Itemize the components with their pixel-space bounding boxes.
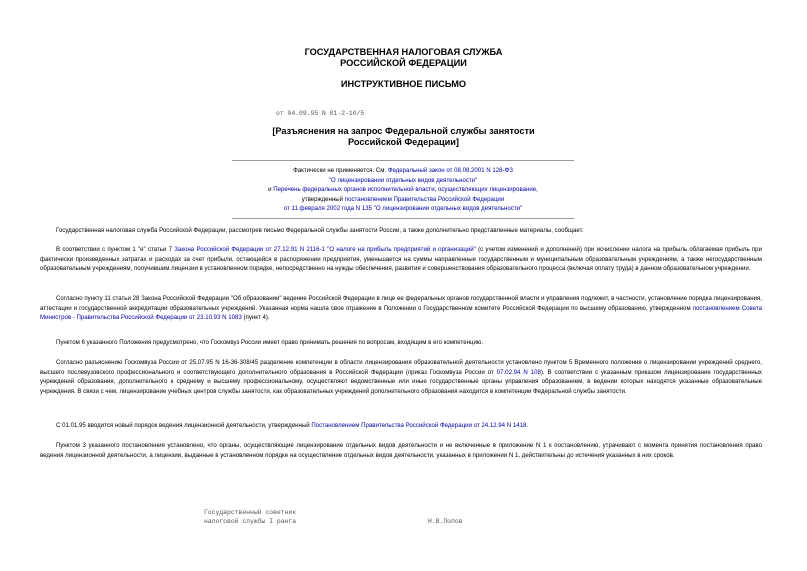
status-note (232, 166, 574, 214)
paragraph-text: В соответствии с пунктом 1 "е" статьи 7 (56, 246, 175, 253)
paragraph-7: Пунктом 3 указанного постановления установлено, что органы, осуществляющие лицензирование отдельных видов деятельности и не включенные в приложение N 1 к постановлению, утрачивают с момента принятия постановления право ведения лицензионной деятельности, а лицензии, выданные в установленном порядке на осуществление отдельных видов деятельности, указанных в приложении N 1, действительны до истечения указанных в них сроков. (40, 442, 762, 459)
profit-tax-law-link[interactable]: Закона Российской Федерации от 27.12.91 N 2116-1 "О налоге на прибыль предприятий и организаций" (174, 246, 476, 253)
note-line-5 (232, 204, 574, 214)
note-text: Фактически не применяется. См. (293, 167, 388, 174)
paragraph-text: С 01.01.95 вводится новый порядок ведения лицензионной деятельности, утвержденный (56, 422, 312, 429)
note-bottom-divider (232, 218, 574, 219)
note-line-4 (232, 195, 574, 205)
resolution-1418-link[interactable]: Постановлением Правительства Российской Федерации от 24.12.94 N 1418 (311, 422, 527, 429)
signer-title-line1: Государственный советник (204, 509, 297, 516)
paragraph-text: ). В соответствии с указанным приказом лицензирование государственных учреждений образования, дополнительного к среднему и высшему профессиональному, осуществляют ведомственные или иные государственные органы управления образованием, в ведении которых находятся указанные образовательные учреждения. В связи с чем, лицензирование учебных центров службы занятости, как образовательных учреждений дополнительного образования находится в компетенции Федеральной службы занятости. (40, 368, 762, 395)
paragraph-text: (с учетом изменений и дополнений) при исчислении налога на прибыль облагаемая прибыль при фактически произведенных затратах и расходах за счет прибыли, остающейся в распоряжении предприятия, уменьшается на суммы направленные государственным и муниципальным образовательным учреждениям, а также негосударственным образовательным учреждениям, получившим лицензии в установленном порядке, непосредственно на нужды обеспечения, развития и совершенствования образовательного процесса (включая оплату труда) в данном образовательном учреждении. (40, 246, 762, 273)
document-type-title: ИНСТРУКТИВНОЕ ПИСЬМО (340, 79, 467, 89)
paragraph-4: Пунктом 6 указанного Положения предусмотрено, что Госкомвуз России имеет право принимать решения по вопросам, входящим в его компетенцию. (56, 339, 484, 346)
order-108-link[interactable]: 07.02.94 N 108 (496, 368, 541, 376)
note-text: , (536, 186, 538, 194)
resolution-135-link[interactable]: от 11 февраля 2002 года N 135 "О лицензировании отдельных видов деятельности" (283, 205, 523, 213)
note-line-2 (232, 176, 574, 186)
paragraph-5 (40, 358, 762, 396)
document-subject-line1: [Разъяснения на запрос Федеральной службы занятости (272, 126, 535, 136)
council-resolution-1083-link[interactable]: постановлением Совета Министров - Правительства Российской Федерации от 23.10.93 N 1083 (40, 304, 762, 322)
document-number: от 04.09.95 N 01-2-10/5 (276, 110, 365, 117)
agency-name-line1: ГОСУДАРСТВЕННАЯ НАЛОГОВАЯ СЛУЖБА (304, 47, 503, 57)
paragraph-6 (40, 421, 762, 431)
signer-title-line2: налоговой службы I ранга (204, 518, 297, 525)
agency-name-line2: РОССИЙСКОЙ ФЕДЕРАЦИИ (340, 58, 467, 68)
government-resolution-link[interactable]: постановлением Правительства Российской Федерации (344, 195, 505, 203)
paragraph-text: . (526, 422, 529, 429)
note-text: и (268, 186, 274, 194)
law-128-fz-link[interactable]: Федеральный закон от 08.08.2001 N 128-ФЗ (387, 167, 513, 174)
note-line-3 (232, 185, 574, 195)
document-subject-line2: Российской Федерации] (348, 137, 459, 147)
note-line-1 (232, 166, 574, 176)
signer-name: Н.В.Попов (428, 518, 463, 525)
note-text: утвержденный (301, 195, 345, 203)
note-top-divider (232, 160, 574, 161)
paragraph-1: Государственная налоговая служба Российской Федерации, рассмотрев письмо Федеральной службы занятости России, а также дополнительно представленные материалы, сообщает. (56, 227, 584, 234)
paragraph-2 (40, 245, 762, 274)
paragraph-3 (40, 294, 762, 323)
law-128-fz-title-link[interactable]: "О лицензировании отдельных видов деятельности" (328, 176, 478, 184)
paragraph-text: (пункт 4). (241, 314, 270, 322)
paragraph-text: Согласно пункту 11 статьи 28 Закона Российской Федерации "Об образовании" ведение Российской Федерации в лице ее федеральных органов государственной власти и управления подлежит, в частности, установление порядка лицензирования, аттестации и государственной аккредитации образовательных учреждений. Указанная норма нашла свое отражение в Положении о Государственном комитете Российской Федерации по высшему образованию, утвержденном (40, 295, 762, 312)
paragraph-text: Согласно разъяснению Госкомвуза России от 25.07.95 N 16-36-308/45 разделение компетенции в области лицензирования образовательной деятельности установлено пунктом 5 Временного положения о лицензировании учреждений среднего, высшего послевузовского профессионального и соответствующего дополнительного образования в Российской Федерации (приказ Госкомвуза России от (40, 359, 762, 376)
licensing-authorities-list-link[interactable]: Перечень федеральных органов исполнительной власти, осуществляющих лицензирование (273, 186, 537, 194)
